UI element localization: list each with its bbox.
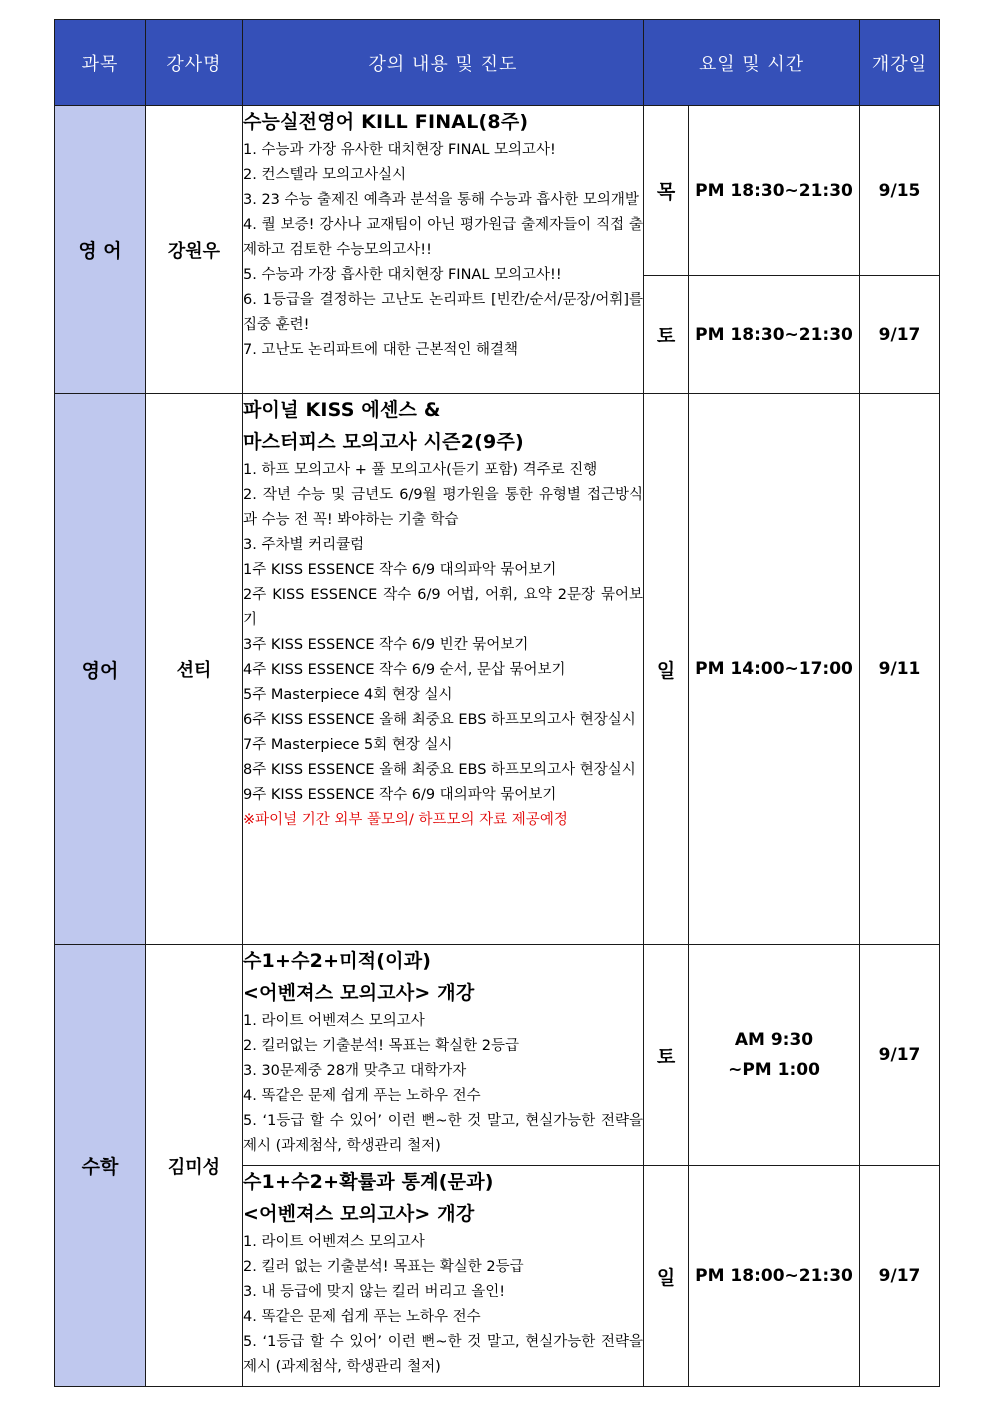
course-item: 3주 KISS ESSENCE 작수 6/9 빈칸 묶어보기: [243, 637, 529, 653]
course-item: 7. 고난도 논리파트에 대한 근본적인 해결책: [243, 342, 518, 358]
subject-cell: 수학: [55, 945, 146, 1387]
course-title: 수능실전영어 KILL FINAL(8주): [243, 111, 529, 133]
teacher-cell: 강원우: [146, 106, 243, 394]
course-item: 7주 Masterpiece 5회 현장 실시: [243, 737, 453, 753]
course-item: 1. 라이트 어벤져스 모의고사: [243, 1234, 425, 1250]
course-item: 2. 컨스텔라 모의고사실시: [243, 167, 407, 183]
course-item: 3. 23 수능 출제진 예측과 분석을 통해 수능과 흡사한 모의개발: [243, 192, 639, 208]
course-item: 2. 킬러 없는 기출분석! 목표는 확실한 2등급: [243, 1259, 524, 1275]
course-item: 8주 KISS ESSENCE 올해 최중요 EBS 하프모의고사 현장실시: [243, 762, 636, 778]
time-cell: PM 18:00~21:30: [689, 1166, 860, 1387]
course-item: 4. 똑같은 문제 쉽게 푸는 노하우 전수: [243, 1088, 481, 1104]
time-start: AM 9:30: [734, 1030, 814, 1050]
course-item: 5주 Masterpiece 4회 현장 실시: [243, 687, 453, 703]
course-note: ※파이널 기간 외부 풀모의/ 하프모의 자료 제공예정: [243, 812, 568, 828]
table-row: [55, 394, 940, 945]
course-title: <어벤져스 모의고사> 개강: [243, 982, 475, 1004]
course-item: 1. 라이트 어벤져스 모의고사: [243, 1013, 425, 1029]
header-start-date: 개강일: [860, 20, 940, 106]
course-item: 1주 KISS ESSENCE 작수 6/9 대의파악 묶어보기: [243, 562, 557, 578]
teacher-cell: 션티: [146, 394, 243, 945]
header-content: 강의 내용 및 진도: [243, 20, 644, 106]
course-item: 1. 하프 모의고사 + 풀 모의고사(듣기 포함) 격주로 진행: [243, 462, 598, 478]
course-title: 수1+수2+미적(이과): [243, 950, 432, 972]
course-item: 5. ‘1등급 할 수 있어’ 이런 뻔~한 것 말고, 현실가능한 전략을 제시 (과제첨삭, 학생관리 철저): [243, 1334, 643, 1375]
course-item: 5. ‘1등급 할 수 있어’ 이런 뻔~한 것 말고, 현실가능한 전략을 제시 (과제첨삭, 학생관리 철저): [243, 1113, 643, 1154]
subject-cell: 영어: [55, 394, 146, 945]
course-item: 3. 주차별 커리큘럼: [243, 537, 365, 553]
course-item: 2. 킬러없는 기출분석! 목표는 확실한 2등급: [243, 1038, 520, 1054]
time-cell: PM 18:30~21:30: [689, 106, 860, 276]
course-item: 9주 KISS ESSENCE 작수 6/9 대의파악 묶어보기: [243, 787, 557, 803]
time-end: ~PM 1:00: [728, 1060, 820, 1080]
content-cell: [243, 1166, 644, 1387]
course-title: 마스터피스 모의고사 시즌2(9주): [243, 431, 524, 453]
course-item: 6주 KISS ESSENCE 올해 최중요 EBS 하프모의고사 현장실시: [243, 712, 636, 728]
course-item: 1. 수능과 가장 유사한 대치현장 FINAL 모의고사!: [243, 142, 556, 158]
content-cell: [243, 106, 644, 394]
date-cell: 9/15: [860, 106, 940, 276]
day-cell: 일: [644, 1166, 689, 1387]
day-cell: 일: [644, 394, 689, 945]
day-cell: 토: [644, 945, 689, 1166]
table-row: [55, 106, 940, 276]
time-cell: [689, 945, 860, 1166]
day-cell: 토: [644, 276, 689, 394]
course-item: 4주 KISS ESSENCE 작수 6/9 순서, 문삽 묶어보기: [243, 662, 566, 678]
date-cell: 9/17: [860, 276, 940, 394]
day-cell: 목: [644, 106, 689, 276]
date-cell: 9/11: [860, 394, 940, 945]
header-schedule: 요일 및 시간: [644, 20, 860, 106]
header-teacher: 강사명: [146, 20, 243, 106]
course-item: 4. 퀄 보증! 강사나 교재팀이 아닌 평가원급 출제자들이 직접 출제하고 검토한 수능모의고사!!: [243, 217, 643, 258]
time-cell: PM 18:30~21:30: [689, 276, 860, 394]
header-row: [55, 20, 940, 106]
date-cell: 9/17: [860, 945, 940, 1166]
course-item: 6. 1등급을 결정하는 고난도 논리파트 [빈칸/순서/문장/어휘]를 집중 훈련!: [243, 292, 643, 333]
header-subject: 과목: [55, 20, 146, 106]
course-item: 2주 KISS ESSENCE 작수 6/9 어법, 어휘, 요약 2문장 묶어보기: [243, 587, 643, 628]
date-cell: 9/17: [860, 1166, 940, 1387]
course-item: 3. 30문제중 28개 맞추고 대학가자: [243, 1063, 467, 1079]
content-cell: [243, 394, 644, 945]
course-item: 4. 똑같은 문제 쉽게 푸는 노하우 전수: [243, 1309, 481, 1325]
subject-cell: 영 어: [55, 106, 146, 394]
table-row: [55, 945, 940, 1166]
teacher-cell: 김미성: [146, 945, 243, 1387]
schedule-table: [54, 19, 940, 1387]
time-cell: PM 14:00~17:00: [689, 394, 860, 945]
course-item: 2. 작년 수능 및 금년도 6/9월 평가원을 통한 유형별 접근방식과 수능 전 꼭! 봐야하는 기출 학습: [243, 487, 643, 528]
course-title: <어벤져스 모의고사> 개강: [243, 1203, 475, 1225]
course-item: 3. 내 등급에 맞지 않는 킬러 버리고 올인!: [243, 1284, 506, 1300]
course-title: 파이널 KISS 에센스 &: [243, 399, 441, 421]
course-item: 5. 수능과 가장 흡사한 대치현장 FINAL 모의고사!!: [243, 267, 562, 283]
content-cell: [243, 945, 644, 1166]
course-title: 수1+수2+확률과 통계(문과): [243, 1171, 494, 1193]
